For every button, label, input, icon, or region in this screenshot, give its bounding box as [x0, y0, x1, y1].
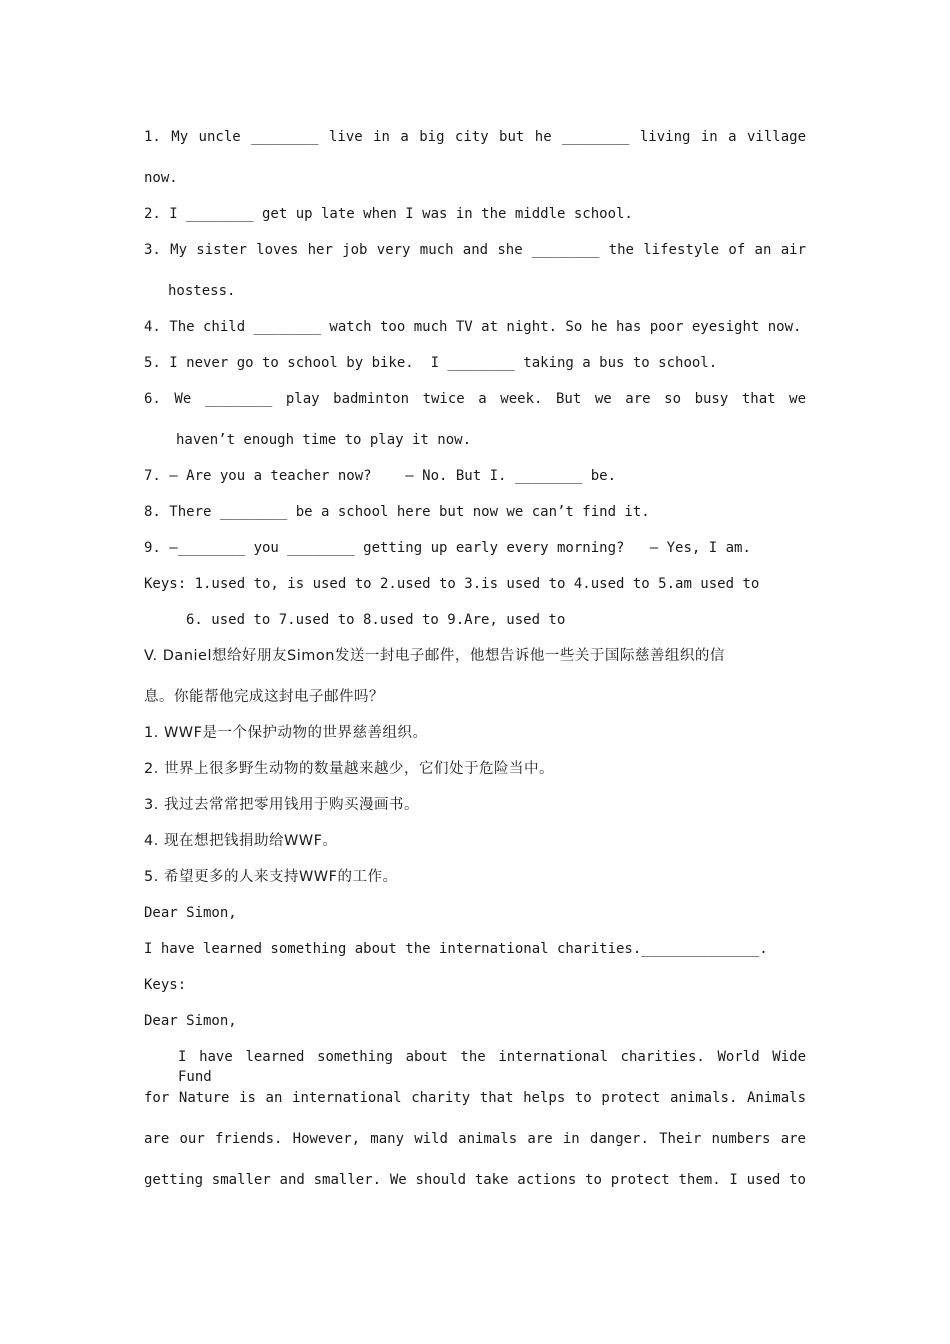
answer-keys-line-1: Keys: 1.used to, is used to 2.used to 3.is used to 4.used to 5.am used to: [144, 576, 760, 592]
question-7: 7. — Are you a teacher now? — No. But I. ________ be.: [144, 468, 617, 484]
question-6-line-1: 6. We ________ play badminton twice a week. But we are so busy that we: [144, 391, 806, 407]
answer-paragraph-line: are our friends. However, many wild animals are in danger. Their numbers are: [144, 1131, 806, 1147]
question-1-line-2: now.: [144, 170, 178, 186]
keys-email-greeting: Dear Simon,: [144, 1013, 237, 1029]
list-item: 3. 我过去常常把零用钱用于购买漫画书。: [144, 797, 419, 813]
question-3-line-1: 3. My sister loves her job very much and she ________ the lifestyle of an air: [144, 242, 806, 258]
answer-paragraph-line: getting smaller and smaller. We should take actions to protect them. I used to: [144, 1172, 806, 1188]
email-greeting: Dear Simon,: [144, 905, 237, 921]
list-item: 5. 希望更多的人来支持WWF的工作。: [144, 869, 398, 885]
question-9: 9. —________ you ________ getting up early every morning? — Yes, I am.: [144, 540, 751, 556]
question-4: 4. The child ________ watch too much TV at night. So he has poor eyesight now.: [144, 319, 802, 335]
list-item: 1. WWF是一个保护动物的世界慈善组织。: [144, 725, 428, 741]
question-3-line-2: hostess.: [168, 283, 236, 299]
list-item: 2. 世界上很多野生动物的数量越来越少，它们处于危险当中。: [144, 761, 554, 777]
section-5-heading-line-2: 息。你能帮他完成这封电子邮件吗？: [144, 689, 384, 705]
question-8: 8. There ________ be a school here but now we can’t find it.: [144, 504, 650, 520]
question-1-line-1: 1. My uncle ________ live in a big city but he ________ living in a village: [144, 129, 806, 145]
question-5: 5. I never go to school by bike. I ________ taking a bus to school.: [144, 355, 718, 371]
question-2: 2. I ________ get up late when I was in the middle school.: [144, 206, 633, 222]
section-5-heading-line-1: V. Daniel想给好朋友Simon发送一封电子邮件，他想告诉他一些关于国际慈善组织的信: [144, 648, 725, 664]
email-prompt-line: I have learned something about the international charities.______________.: [144, 941, 768, 957]
list-item: 4. 现在想把钱捐助给WWF。: [144, 833, 338, 849]
answer-keys-line-2: 6. used to 7.used to 8.used to 9.Are, used to: [186, 612, 566, 628]
keys-label: Keys:: [144, 977, 187, 993]
answer-paragraph-line: for Nature is an international charity that helps to protect animals. Animals: [144, 1090, 806, 1106]
question-6-line-2: haven’t enough time to play it now.: [176, 432, 472, 448]
answer-paragraph-line: I have learned something about the international charities. World Wide Fund: [178, 1049, 806, 1085]
